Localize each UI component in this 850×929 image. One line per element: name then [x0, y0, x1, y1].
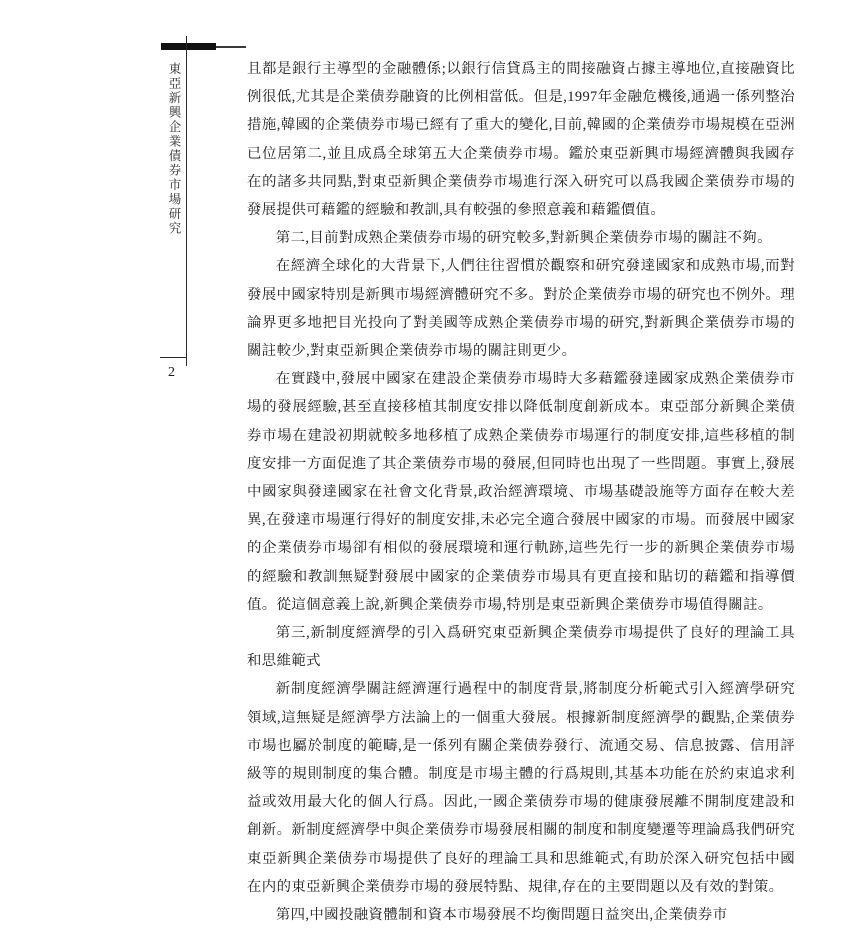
header-thin-rule — [216, 46, 246, 48]
paragraph: 第四,中國投融資體制和資本市場發展不均衡問題日益突出,企業债券市 — [275, 907, 728, 924]
paragraph: 第二,目前對成熟企業债券市場的研究較多,對新興企業债券市場的關註不夠。 — [275, 230, 772, 247]
paragraph: 新制度經濟學關註經濟運行過程中的制度背景,將制度分析範式引入經濟學研究領域,這無疑是經濟學方法論上的一個重大發展。根據新制度經濟學的觀點,企業债券市場也屬於制度的範疇,是一係列有關企業债券發行、流通交易、信息披露、信用評級等的規則制度的集合體。制度是市場主體的行爲規則,其基本功能在於約束追求利益或效用最大化的個人行爲。因此,一國企業债券市場的健康發展離不開制度建設和創新。新制度經濟學中與企業债券市場發展相關的制度和制度變遷等理論爲我們研究東亞新興企業债券市場提供了良好的理論工具和思維範式,有助於深入研究包括中國在内的東亞新興企業债券市場的發展特點、規律,存在的主要問題以及有效的對策。 — [247, 681, 795, 895]
paragraph: 在經濟全球化的大背景下,人們往往習慣於觀察和研究發達國家和成熟市場,而對發展中國家特別是新興市場經濟體研究不多。對於企業债券市場的研究也不例外。理論界更多地把目光投向了對美國等成熟企業债券市場的研究,對新興企業债券市場的關註較少,對東亞新興企業债券市場的關註則更少。 — [247, 258, 795, 360]
paragraph: 且都是銀行主導型的金融體係;以銀行信貸爲主的間接融資占據主導地位,直接融資比例很低,尤其是企業债券融資的比例相當低。但是,1997年金融危機後,通過一係列整治措施,韓國的企業债券市場已經有了重大的變化,目前,韓國的企業债券市場規模在亞洲已位居第二,並且成爲全球第五大企業债券市場。鑑於東亞新興市場經濟體與我國存在的諸多共同點,對東亞新興企業债券市場進行深入研究可以爲我國企業债券市場的發展提供可藉鑑的經驗和教訓,具有較强的參照意義和藉鑑價值。 — [247, 61, 795, 219]
folio-rule — [160, 357, 187, 358]
header-black-bar — [161, 43, 216, 50]
running-head-rule — [186, 36, 187, 366]
paragraph: 在實踐中,發展中國家在建設企業债券市場時大多藉鑑發達國家成熟企業债券市場的發展經驗,甚至直接移植其制度安排以降低制度創新成本。東亞部分新興企業债券市場在建設初期就較多地移植了成熟企業债券市場運行的制度安排,這些移植的制度安排一方面促進了其企業债券市場的發展,但同時也出現了一些問題。事實上,發展中國家與發達國家在社會文化背景,政治經濟環境、市場基礎設施等方面存在較大差異,在發達市場運行得好的制度安排,未必完全適合發展中國家的市場。而發展中國家的企業债券市場卻有相似的發展環境和運行軌跡,這些先行一步的新興企業债券市場的經驗和教訓無疑對發展中國家的企業债券市場具有更直接和貼切的藉鑑和指導價值。從這個意義上說,新興企業债券市場,特別是東亞新興企業债券市場值得關註。 — [247, 371, 795, 613]
paragraph: 第三,新制度經濟學的引入爲研究東亞新興企業债券市場提供了良好的理論工具和思維範式 — [247, 625, 795, 670]
body-text-column — [247, 55, 795, 929]
running-head: 東亞新興企業債券市場研究 — [167, 62, 181, 236]
page-number: 2 — [168, 365, 175, 380]
